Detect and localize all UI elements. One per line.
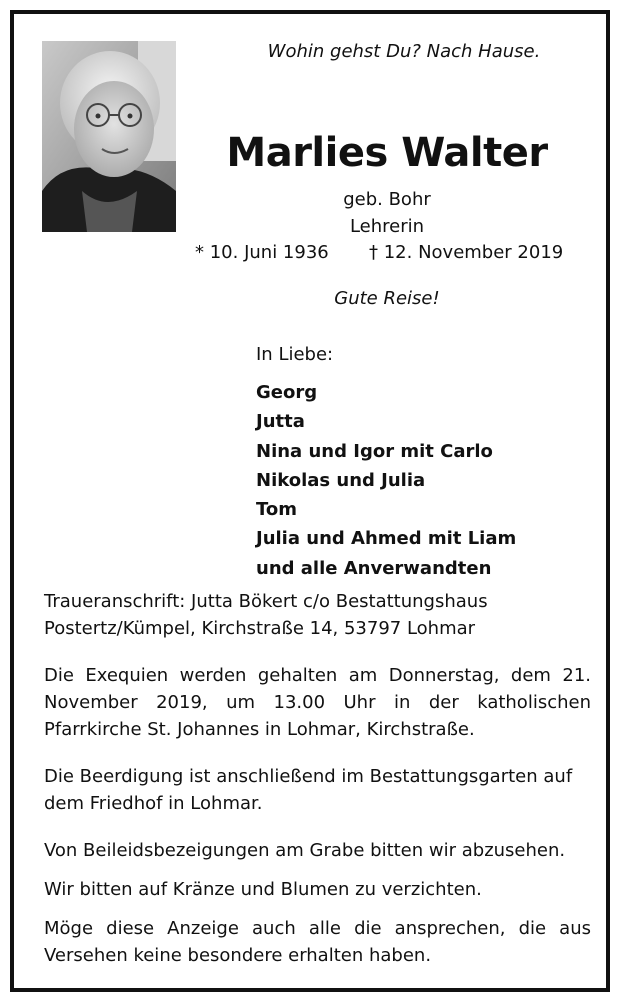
mourning-address bbox=[44, 588, 591, 642]
profession: Lehrerin bbox=[349, 216, 425, 237]
mourner: Tom bbox=[256, 499, 298, 521]
death-date: † 12. November 2019 bbox=[369, 242, 564, 263]
birth-date: * 10. Juni 1936 bbox=[195, 242, 329, 263]
condolences-paragraph: Von Beileidsbezeigungen am Grabe bitten wir abzusehen. bbox=[44, 840, 566, 861]
mourner: Julia und Ahmed mit Liam bbox=[256, 528, 517, 550]
mourner: Jutta bbox=[256, 411, 305, 433]
exequies-paragraph: Die Exequien werden gehalten am Donnerstag, dem 21. November 2019, um 13.00 Uhr in der katholischen Pfarrkirche St. Johannes in Lohmar, Kirchstraße. bbox=[44, 665, 591, 740]
address-line: Traueranschrift: Jutta Bökert c/o Bestattungshaus bbox=[44, 591, 488, 612]
flowers-paragraph: Wir bitten auf Kränze und Blumen zu verzichten. bbox=[44, 879, 482, 900]
address-line: Postertz/Kümpel, Kirchstraße 14, 53797 Lohmar bbox=[44, 618, 476, 639]
maiden-name: geb. Bohr bbox=[343, 189, 431, 210]
burial-paragraph: Die Beerdigung ist anschließend im Bestattungsgarten auf dem Friedhof in Lohmar. bbox=[44, 766, 573, 814]
mourner: Georg bbox=[256, 382, 318, 403]
deceased-name: Marlies Walter bbox=[226, 130, 548, 176]
portrait-photo bbox=[42, 41, 176, 232]
mourner: und alle Anverwandten bbox=[256, 557, 492, 579]
farewell-quote: Gute Reise! bbox=[334, 288, 440, 309]
mourners-list bbox=[256, 378, 516, 583]
mourner: Nina und Igor mit Carlo bbox=[256, 440, 493, 462]
mourners-intro: In Liebe: bbox=[256, 344, 334, 365]
portrait-image bbox=[42, 41, 176, 232]
mourner: Nikolas und Julia bbox=[256, 469, 426, 491]
obituary-frame bbox=[10, 10, 610, 992]
motto: Wohin gehst Du? Nach Hause. bbox=[267, 41, 541, 62]
closing-paragraph: Möge diese Anzeige auch alle die ansprechen, die aus Versehen keine besondere erhalten haben. bbox=[44, 918, 591, 966]
